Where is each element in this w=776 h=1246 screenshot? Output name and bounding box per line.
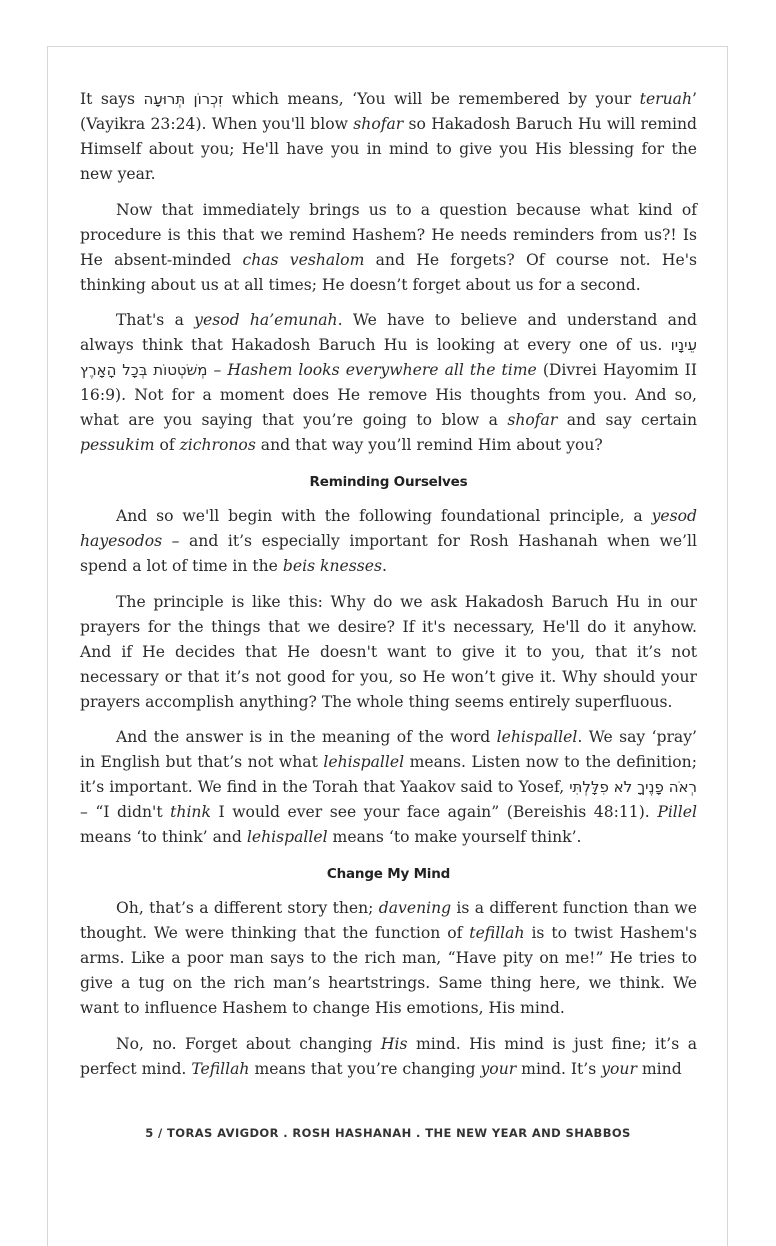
italic-term: Hashem looks everywhere all the time: [227, 361, 537, 379]
text-run: of: [154, 436, 180, 454]
section-heading: Change My Mind: [326, 866, 451, 882]
text-run: . We say ‘pray’ in English but that’s not what: [80, 728, 697, 771]
text-run: means ‘to think’ and: [80, 828, 247, 846]
italic-term: chas veshalom: [242, 250, 365, 269]
italic-term: davening: [378, 899, 452, 917]
italic-term: your: [480, 1059, 517, 1078]
text-run: No, no. Forget about changing: [116, 1034, 381, 1053]
text-run: It says: [80, 90, 144, 108]
text-run: means. Listen now to the definition; it’s important. We find in the Torah that Yaakov said to Yosef,: [80, 753, 697, 796]
paragraph: [80, 590, 697, 715]
text-run: means that you’re changing: [249, 1059, 481, 1078]
italic-term: His: [380, 1034, 408, 1053]
text-run: That's a: [116, 311, 195, 329]
text-run: (Divrei Hayomim II 16:9). Not for a moment does He remove His thoughts from you. And so, what are you saying that you’re going to blow a: [80, 361, 697, 429]
italic-term: lehispallel: [496, 728, 578, 746]
italic-term: yesod ha’emunah: [194, 311, 338, 329]
italic-term: pessukim: [80, 436, 155, 454]
page-footer: 5 / TORAS AVIGDOR . ROSH HASHANAH . THE NEW YEAR AND SHABBOS: [145, 1126, 631, 1140]
paragraph: [80, 725, 697, 850]
text-run: – “I didn't: [80, 803, 171, 821]
text-run: .: [382, 557, 387, 575]
text-run: which means, ‘You will be remembered by your: [223, 90, 640, 108]
hebrew-quote: זִכְרוֹן תְּרוּעָה: [143, 90, 224, 108]
italic-term: beis knesses: [282, 557, 382, 575]
italic-term: teruah: [639, 90, 693, 108]
text-run: –: [207, 361, 228, 379]
italic-term: think: [170, 803, 211, 821]
text-run: – and it’s especially important for Rosh Hashanah when we’ll spend a lot of time in the: [80, 532, 697, 575]
section-heading: Reminding Ourselves: [309, 474, 468, 490]
paragraph: [80, 198, 697, 298]
text-run: and He forgets? Of course not. He's thinking about us at all times; He doesn’t forget about us for a second.: [80, 250, 698, 294]
text-run: ’ (Vayikra 23:24). When you'll blow: [80, 90, 697, 133]
italic-term: Tefillah: [191, 1059, 250, 1078]
text-run: And so we'll begin with the following foundational principle, a: [116, 507, 652, 525]
italic-term: your: [601, 1059, 637, 1078]
hebrew-quote: רְאֹה פָנֶיךָ לֹא פִלָּלְתִּי: [569, 778, 697, 796]
italic-term: Pillel: [657, 803, 697, 821]
text-run: and that way you’ll remind Him about you?: [255, 436, 603, 454]
italic-term: zichronos: [179, 436, 256, 454]
text-run: and say certain: [557, 411, 698, 429]
text-run: mind. It’s: [516, 1059, 602, 1078]
text-run: means ‘to make yourself think’.: [327, 828, 582, 846]
hebrew-quote: עֵינָיו מְשֹׁטְטוֹת בְּכָל הָאָרֶץ: [80, 336, 697, 379]
paragraph: [80, 308, 697, 458]
italic-term: lehispallel: [323, 753, 405, 771]
text-run: Now that immediately brings us to a question because what kind of procedure is this that we remind Hashem? He needs reminders from us?! Is He absent-minded: [80, 200, 697, 269]
text-run: mind: [636, 1059, 682, 1078]
text-run: . We have to believe and understand and always think that Hakadosh Baruch Hu is looking at every one of us.: [80, 311, 698, 354]
text-run: Oh, that’s a different story then;: [116, 899, 379, 917]
text-run: is to twist Hashem's arms. Like a poor man says to the rich man, “Have pity on me!” He tries to give a tug on the rich man’s heartstrings. Same thing here, we think. We want to influence Hashem to change His emotions, His mind.: [80, 924, 697, 1017]
page-body: [80, 87, 697, 1092]
text-run: so Hakadosh Baruch Hu will remind Himself about you; He'll have you in mind to give you His blessing for the new year.: [80, 115, 697, 183]
text-run: mind. His mind is just fine; it’s a perfect mind.: [80, 1034, 698, 1078]
text-run: The principle is like this: Why do we ask Hakadosh Baruch Hu in our prayers for the things that we desire? If it's necessary, He'll do it anyhow. And if He decides that He doesn't want to give it to you, that it’s not necessary or that it’s not good for you, so He won’t give it. Why should your prayers accomplish anything? The whole thing seems entirely superfluous.: [80, 592, 697, 711]
italic-term: tefillah: [469, 924, 525, 942]
italic-term: yesod hayesodos: [80, 507, 697, 550]
paragraph: [80, 1032, 697, 1082]
text-run: is a different function than we thought. We were thinking that the function of: [80, 899, 697, 942]
italic-term: shofar: [353, 115, 404, 133]
text-run: And the answer is in the meaning of the word: [116, 728, 497, 746]
italic-term: shofar: [507, 411, 558, 429]
text-run: I would ever see your face again” (Bereishis 48:11).: [210, 803, 658, 821]
paragraph: [80, 87, 697, 187]
italic-term: lehispallel: [246, 828, 328, 846]
paragraph: [80, 504, 697, 579]
paragraph: [80, 896, 697, 1021]
